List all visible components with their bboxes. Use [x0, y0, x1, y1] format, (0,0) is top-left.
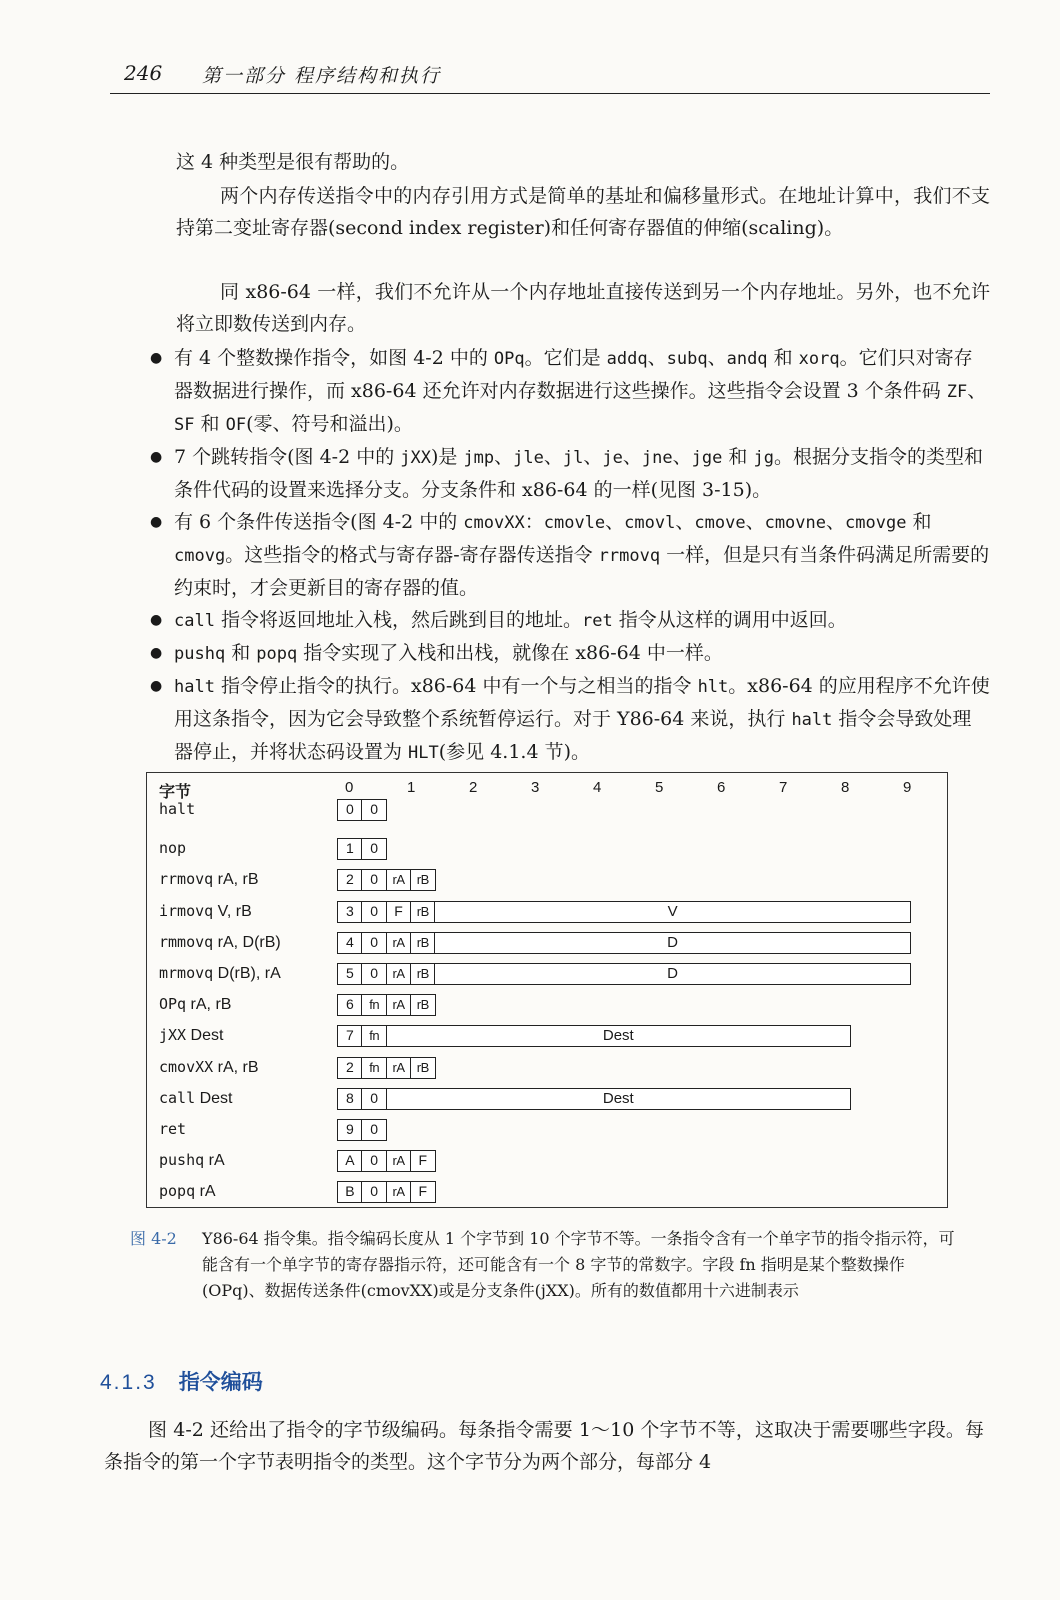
- encoding-nibble: A: [337, 1150, 363, 1172]
- bullet-item: [150, 637, 990, 670]
- instruction-label: [159, 1151, 225, 1170]
- instruction-label: [159, 1026, 223, 1045]
- bullet-item: [150, 506, 990, 604]
- closing-paragraph: 图 4-2 还给出了指令的字节级编码。每条指令需要 1～10 个字节不等，这取决于需要哪些字段。每条指令的第一个字节表明指令的类型。这个字节分为两个部分，每部分 4: [104, 1419, 984, 1473]
- instruction-operands: Dest: [199, 1089, 233, 1107]
- bullet-text: 。根据分支指令的类型和条件代码的设置来选择分支。分支条件和 x86-64 的一样(见图 3-15)。: [174, 446, 983, 501]
- encoding-nibble: 0: [361, 1150, 387, 1172]
- instruction-operands: rA, rB: [217, 871, 259, 889]
- code-term: cmovl: [624, 513, 676, 533]
- paragraph-1: 这 4 种类型是很有帮助的。: [176, 151, 410, 173]
- instruction-operands: rA: [199, 1183, 216, 1201]
- code-term: andq: [726, 349, 768, 369]
- encoding-nibble: 2: [337, 1057, 363, 1079]
- byte-index: 4: [593, 779, 602, 796]
- code-term: cmovg: [174, 546, 226, 566]
- encoding-nibble: rA: [386, 869, 412, 891]
- code-term: jmp: [463, 448, 495, 468]
- instruction-operands: rA: [208, 1152, 225, 1170]
- bullet-text: 、: [647, 347, 667, 369]
- encoding-nibble: fn: [361, 994, 387, 1016]
- bullet-text: 指令从这样的调用中返回。: [612, 609, 847, 631]
- instruction-label: [159, 870, 259, 889]
- encoding-nibble: rB: [410, 901, 436, 923]
- code-term: call: [174, 611, 215, 631]
- instruction-mnemonic: call: [159, 1088, 196, 1107]
- instruction-mnemonic: halt: [159, 800, 196, 818]
- encoding-nibble: F: [410, 1150, 436, 1172]
- encoding-nibble: 0: [361, 932, 387, 954]
- bullet-text: 、: [543, 446, 563, 468]
- instruction-mnemonic: pushq: [159, 1151, 205, 1170]
- encoding-constant-field: D: [434, 963, 911, 985]
- code-term: pushq: [174, 644, 226, 664]
- instruction-label: [159, 1089, 232, 1108]
- instruction-label: [159, 902, 252, 921]
- bullet-text: 7 个跳转指令(图 4-2 中的: [174, 446, 401, 468]
- instruction-mnemonic: jXX: [159, 1026, 187, 1045]
- bullet-text: 。x86-64 的应用程序不允许使用这条指令，因为它会导致整个系统暂停运行。对于 Y86-64 来说，执行: [174, 675, 990, 730]
- instruction-label: [159, 1120, 186, 1139]
- page-header: [110, 55, 990, 94]
- code-term: jXX: [400, 448, 431, 468]
- instruction-mnemonic: mrmovq: [159, 964, 214, 982]
- bullet-text: 和: [225, 642, 257, 664]
- code-term: ZF: [946, 382, 968, 402]
- encoding-nibble: 5: [337, 963, 363, 985]
- page-number: 246: [124, 61, 163, 85]
- instruction-label: [159, 964, 281, 983]
- bullet-text: 指令实现了入栈和出栈，就像在 x86-64 中一样。: [297, 642, 723, 664]
- encoding-nibble: 6: [337, 994, 363, 1016]
- bullet-text: 指令将返回地址入栈，然后跳到目的地址。: [214, 609, 582, 631]
- encoding-nibble: 0: [361, 838, 387, 860]
- instruction-mnemonic: irmovq: [159, 901, 214, 920]
- code-term: addq: [606, 349, 648, 369]
- code-term: HLT: [408, 743, 439, 763]
- bullet-item: [150, 441, 990, 506]
- encoding-nibble: 0: [337, 799, 363, 821]
- bullet-text: 、: [605, 511, 625, 533]
- code-term: subq: [666, 349, 708, 369]
- encoding-constant-field: V: [434, 901, 911, 923]
- bullet-text: ：: [524, 511, 544, 533]
- instruction-mnemonic: nop: [159, 839, 187, 858]
- bullet-text: )是: [430, 446, 464, 468]
- instruction-mnemonic: OPq: [159, 995, 187, 1014]
- byte-index: 8: [841, 779, 850, 796]
- encoding-nibble: 4: [337, 932, 363, 954]
- paragraph-2: 两个内存传送指令中的内存引用方式是简单的基址和偏移量形式。在地址计算中，我们不支持第二变址寄存器(second index register)和任何寄存器值的伸缩(scaling)。: [176, 185, 990, 239]
- instruction-set-figure: [146, 772, 948, 1208]
- instruction-mnemonic: rrmovq: [159, 870, 214, 889]
- code-term: cmovne: [764, 513, 826, 533]
- bullet-text: 、: [707, 347, 727, 369]
- code-term: SF: [174, 415, 195, 435]
- code-term: jne: [641, 448, 673, 468]
- instruction-label: [159, 800, 195, 819]
- encoding-nibble: rB: [410, 869, 436, 891]
- encoding-nibble: rB: [410, 963, 436, 985]
- section-number: 4.1.3: [100, 1371, 157, 1394]
- code-term: OF: [225, 415, 247, 435]
- code-term: OPq: [493, 349, 525, 369]
- bullet-text: 、: [622, 446, 642, 468]
- encoding-nibble: 0: [361, 799, 387, 821]
- instruction-label: [159, 995, 231, 1014]
- code-term: jg: [753, 448, 774, 468]
- encoding-nibble: rA: [386, 932, 412, 954]
- bullet-text: 、: [583, 446, 603, 468]
- byte-index: 2: [469, 779, 478, 796]
- encoding-nibble: 0: [361, 1119, 387, 1141]
- encoding-nibble: rA: [386, 1150, 412, 1172]
- bullet-item: [150, 342, 990, 441]
- code-term: popq: [256, 644, 298, 664]
- instruction-operands: rA, rB: [190, 996, 232, 1014]
- code-term: xorq: [798, 349, 840, 369]
- instruction-mnemonic: popq: [159, 1182, 196, 1201]
- encoding-nibble: rA: [386, 963, 412, 985]
- code-term: halt: [791, 710, 833, 730]
- caption-text: Y86-64 指令集。指令编码长度从 1 个字节到 10 个字节不等。一条指令含有一个单字节的指令指示符，可能含有一个单字节的寄存器指示符，还可能含有一个 8 字节的常数字。字段 fn 指明是某个整数操作(OPq)、数据传送条件(cmovXX)或是分支条件(jXX)。所有的数值都用十六进制表示: [202, 1229, 955, 1300]
- instruction-operands: Dest: [190, 1027, 224, 1045]
- bullet-item: [150, 604, 990, 637]
- code-term: jl: [562, 448, 584, 468]
- instruction-label: [159, 1182, 216, 1201]
- code-term: cmovge: [845, 513, 907, 533]
- code-term: ret: [582, 611, 613, 631]
- bullet-text: 、: [675, 511, 695, 533]
- paragraph-3: 同 x86-64 一样，我们不允许从一个内存地址直接传送到另一个内存地址。另外，也不允许将立即数传送到内存。: [176, 281, 990, 335]
- byte-index: 3: [531, 779, 540, 796]
- bullet-text: 指令停止指令的执行。x86-64 中有一个与之相当的指令: [214, 675, 698, 697]
- encoding-nibble: fn: [361, 1057, 387, 1079]
- byte-index: 7: [779, 779, 788, 796]
- code-term: cmovle: [543, 513, 606, 533]
- bullet-text: 有 6 个条件传送指令(图 4-2 中的: [174, 511, 464, 533]
- instruction-mnemonic: ret: [159, 1120, 187, 1138]
- code-term: jge: [691, 448, 723, 468]
- bullet-text: 和: [194, 413, 226, 435]
- encoding-nibble: 0: [361, 1088, 387, 1110]
- encoding-nibble: rA: [386, 994, 412, 1016]
- encoding-nibble: rA: [386, 1057, 412, 1079]
- instruction-operands: D(rB), rA: [217, 965, 281, 982]
- bullet-text: 。它们只对寄存器数据进行操作，而 x86-64 还允许对内存数据进行这些操作。这些指令会设置 3 个条件码: [174, 347, 973, 402]
- bullet-text: 和: [722, 446, 754, 468]
- section-heading: [100, 1366, 263, 1396]
- instruction-label: [159, 839, 186, 858]
- byte-label: 字节: [159, 784, 192, 801]
- bullet-text: 有 4 个整数操作指令，如图 4-2 中的: [174, 347, 494, 369]
- instruction-operands: rA, rB: [217, 1058, 259, 1076]
- code-term: cmove: [694, 513, 746, 533]
- bullet-text: 、: [672, 446, 692, 468]
- encoding-nibble: 9: [337, 1119, 363, 1141]
- instruction-label: [159, 1058, 259, 1077]
- instruction-mnemonic: rmmovq: [159, 932, 214, 951]
- bullet-text: 、: [826, 511, 846, 533]
- instruction-operands: rA, D(rB): [217, 933, 281, 951]
- code-term: rrmovq: [598, 546, 661, 566]
- encoding-nibble: 2: [337, 869, 363, 891]
- encoding-nibble: 0: [361, 869, 387, 891]
- encoding-nibble: rB: [410, 994, 436, 1016]
- byte-index: 1: [407, 779, 416, 796]
- encoding-nibble: 8: [337, 1088, 363, 1110]
- encoding-nibble: 0: [361, 963, 387, 985]
- bullet-text: 指令会导致处理器停止，并将状态码设置为: [174, 708, 972, 763]
- encoding-nibble: F: [386, 901, 412, 923]
- bullet-text: 、: [967, 380, 987, 402]
- bullet-text: 和: [906, 511, 932, 533]
- encoding-nibble: 0: [361, 901, 387, 923]
- running-title: 第一部分 程序结构和执行: [202, 65, 442, 87]
- instruction-mnemonic: cmovXX: [159, 1057, 214, 1076]
- code-term: je: [602, 448, 623, 468]
- encoding-nibble: 1: [337, 838, 363, 860]
- encoding-constant-field: D: [434, 932, 911, 954]
- bullet-text: (参见 4.1.4 节)。: [438, 741, 591, 763]
- instruction-operands: V, rB: [217, 902, 252, 920]
- bullet-text: 、: [745, 511, 765, 533]
- bullet-text: 一样，但是只有当条件码满足所需要的约束时，才会更新目的寄存器的值。: [174, 544, 990, 599]
- encoding-constant-field: Dest: [386, 1025, 851, 1047]
- encoding-constant-field: Dest: [386, 1088, 851, 1110]
- bullet-text: 和: [767, 347, 799, 369]
- encoding-nibble: 7: [337, 1025, 363, 1047]
- encoding-nibble: 0: [361, 1181, 387, 1203]
- bullet-text: 。它们是: [524, 347, 607, 369]
- code-term: cmovXX: [463, 513, 525, 533]
- encoding-nibble: rA: [386, 1181, 412, 1203]
- encoding-nibble: rB: [410, 932, 436, 954]
- code-term: hlt: [697, 677, 729, 697]
- caption-label: 图 4-2: [130, 1229, 177, 1248]
- byte-index: 5: [655, 779, 664, 796]
- section-title: 指令编码: [178, 1371, 263, 1394]
- encoding-nibble: 3: [337, 901, 363, 923]
- byte-index: 6: [717, 779, 726, 796]
- encoding-nibble: B: [337, 1181, 363, 1203]
- instruction-label: [159, 933, 281, 952]
- bullet-text: 、: [494, 446, 514, 468]
- bullet-text: 。这些指令的格式与寄存器-寄存器传送指令: [225, 544, 599, 566]
- code-term: halt: [174, 677, 215, 697]
- bullet-item: [150, 670, 990, 769]
- feature-list: [150, 342, 990, 769]
- encoding-nibble: F: [410, 1181, 436, 1203]
- encoding-nibble: rB: [410, 1057, 436, 1079]
- byte-index: 9: [903, 779, 912, 796]
- byte-index: 0: [345, 779, 354, 796]
- code-term: jle: [513, 448, 544, 468]
- bullet-text: (零、符号和溢出)。: [246, 413, 413, 435]
- encoding-nibble: fn: [361, 1025, 387, 1047]
